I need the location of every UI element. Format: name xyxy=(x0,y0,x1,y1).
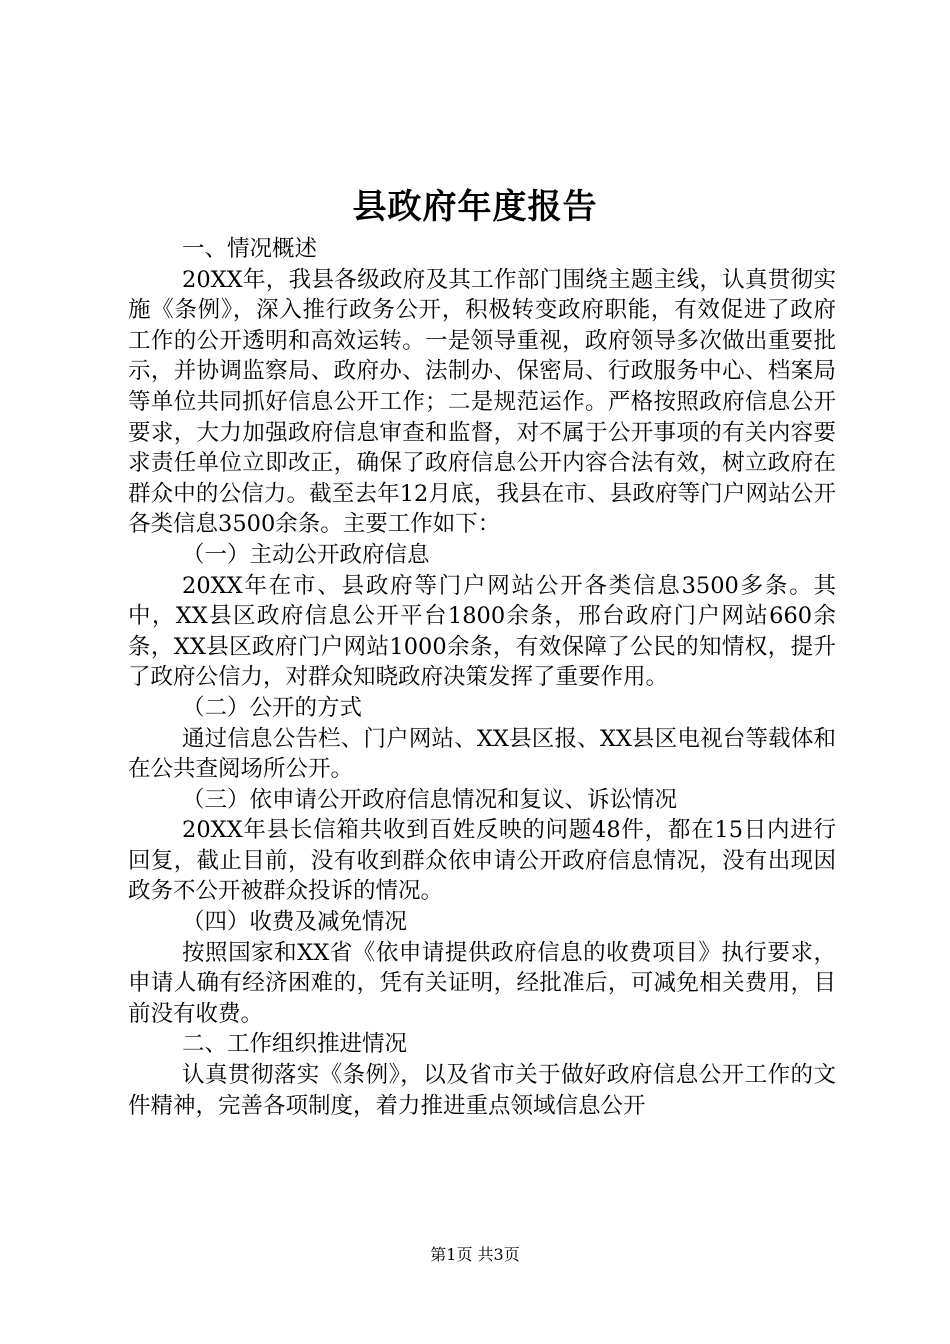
section-heading-1: 一、情况概述 xyxy=(182,236,318,262)
paragraph-active-disclosure: 20XX年在市、县政府等门户网站公开各类信息3500多条。其中，XX县区政府信息公开平台1800余条，邢台政府门户网站660余条，XX县区政府门户网站1000余条，有效保障了公民的知情权，提升了政府公信力，对群众知晓政府决策发挥了重要作用。 xyxy=(128,572,836,691)
subsection-heading-1: （一）主动公开政府信息 xyxy=(182,541,430,568)
document-title: 县政府年度报告 xyxy=(352,187,598,227)
paragraph-applications: 20XX年县长信箱共收到百姓反映的问题48件，都在15日内进行回复，截止目前，没有收到群众依申请公开政府信息情况，没有出现因政务不公开被群众投诉的情况。 xyxy=(128,817,836,905)
section-heading-2: 二、工作组织推进情况 xyxy=(182,1031,408,1058)
paragraph-fees: 按照国家和XX省《依申请提供政府信息的收费项目》执行要求，申请人确有经济困难的，凭有关证明，经批准后，可减免相关费用，目前没有收费。 xyxy=(128,939,836,1027)
page-footer: 第1页 共3页 xyxy=(430,1245,520,1264)
subsection-heading-2: （二）公开的方式 xyxy=(182,694,363,721)
subsection-heading-3: （三）依申请公开政府信息情况和复议、诉讼情况 xyxy=(182,786,678,813)
paragraph-organization: 认真贯彻落实《条例》，以及省市关于做好政府信息公开工作的文件精神，完善各项制度，着力推进重点领域信息公开 xyxy=(128,1062,836,1119)
paragraph-disclosure-methods: 通过信息公告栏、门户网站、XX县区报、XX县区电视台等载体和在公共查阅场所公开。 xyxy=(128,725,836,783)
paragraph-overview: 20XX年，我县各级政府及其工作部门围绕主题主线，认真贯彻实施《条例》，深入推行政务公开，积极转变政府职能，有效促进了政府工作的公开透明和高效运转。一是领导重视，政府领导多次做出重要批示，并协调监察局、政府办、法制办、保密局、行政服务中心、档案局等单位共同抓好信息公开工作；二是规范运作。严格按照政府信息公开要求，大力加强政府信息审查和监督，对不属于公开事项的有关内容要求责任单位立即改正，确保了政府信息公开内容合法有效，树立政府在群众中的公信力。截至去年12月底，我县在市、县政府等门户网站公开各类信息3500余条。主要工作如下： xyxy=(128,266,836,538)
subsection-heading-4: （四）收费及减免情况 xyxy=(182,909,408,936)
document-body xyxy=(128,234,836,1121)
